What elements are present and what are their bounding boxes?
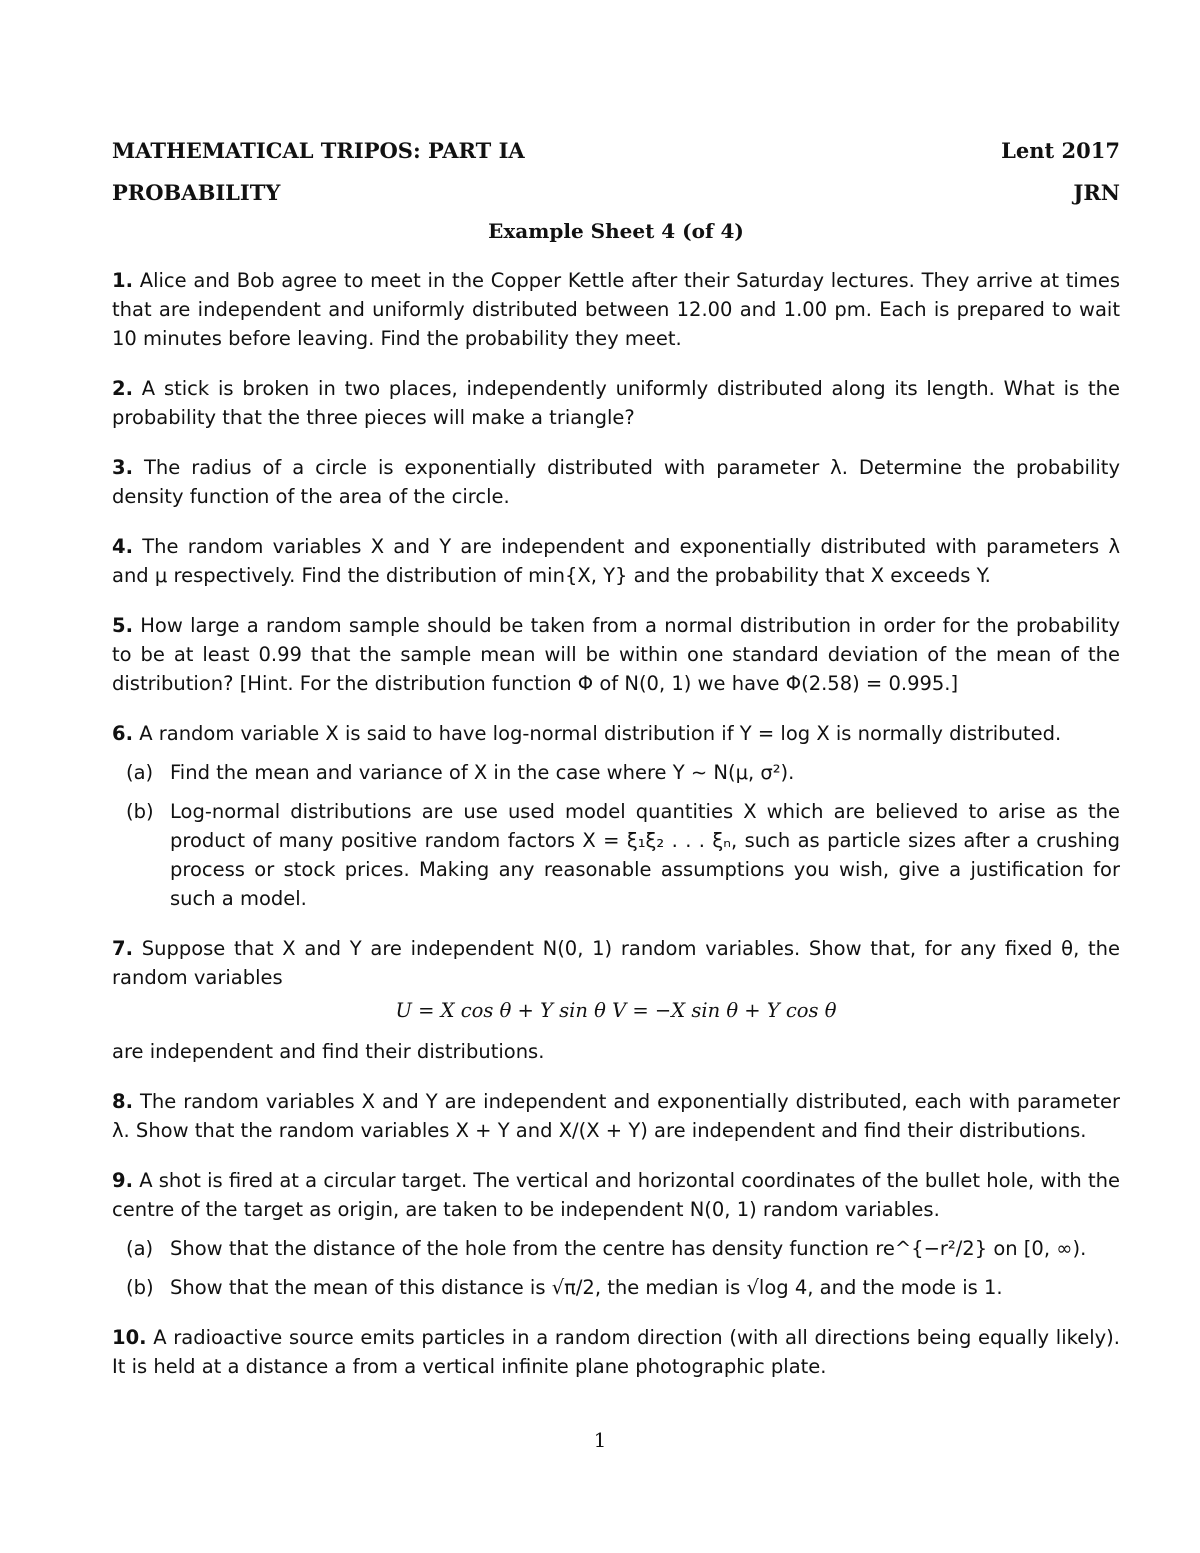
question-number: 10. (112, 1326, 147, 1349)
display-equation: U = X cos θ + Y sin θ V = −X sin θ + Y cos θ (395, 999, 837, 1022)
subpart-label: (b) (126, 800, 154, 823)
question-10 (112, 1323, 1120, 1381)
page-number: 1 (593, 1428, 607, 1452)
question-number: 3. (112, 456, 133, 479)
question-number: 4. (112, 535, 133, 558)
header-row-1 (112, 136, 1120, 166)
question-1 (112, 266, 1120, 353)
subpart-label: (a) (126, 761, 154, 784)
question-number: 6. (112, 722, 133, 745)
subpart-text: Show that the distance of the hole from the centre has density function re^{−r²/2} on [0, ∞). (170, 1237, 1087, 1260)
question-3 (112, 453, 1120, 511)
question-number: 9. (112, 1169, 133, 1192)
question-5 (112, 611, 1120, 698)
questions-list (112, 266, 1120, 1381)
question-7 (112, 934, 1120, 1066)
subpart-b (112, 797, 1120, 913)
question-text-continued: are independent and find their distributions. (112, 1040, 545, 1063)
question-text: Alice and Bob agree to meet in the Copper Kettle after their Saturday lectures. They arrive at times that are independent and uniformly distributed between 12.00 and 1.00 pm. Each is prepared to wait 10 minutes before leaving. Find the probability they meet. (112, 269, 1120, 350)
subpart-text: Log-normal distributions are use used model quantities X which are believed to arise as the product of many positive random factors X = ξ₁ξ₂ . . . ξₙ, such as particle sizes after a crushing process or stock prices. Making any reasonable assumptions you wish, give a justification for such a model. (170, 800, 1120, 910)
question-text: The random variables X and Y are independent and exponentially distributed, each with parameter λ. Show that the random variables X + Y and X/(X + Y) are independent and find their distributions. (112, 1090, 1121, 1142)
question-text: The radius of a circle is exponentially distributed with parameter λ. Determine the probability density function of the area of the circle. (112, 456, 1120, 508)
question-text: A shot is fired at a circular target. The vertical and horizontal coordinates of the bullet hole, with the centre of the target as origin, are taken to be independent N(0, 1) random variables. (112, 1169, 1120, 1221)
question-number: 8. (112, 1090, 133, 1113)
question-number: 7. (112, 937, 133, 960)
question-number: 5. (112, 614, 133, 637)
question-number: 1. (112, 269, 133, 292)
sheet-title: Example Sheet 4 (of 4) (488, 219, 744, 243)
question-text: A radioactive source emits particles in a random direction (with all directions being equally likely). It is held at a distance a from a vertical infinite plane photographic plate. (112, 1326, 1120, 1378)
question-4 (112, 532, 1120, 590)
question-2 (112, 374, 1120, 432)
document-page (112, 136, 1120, 1381)
course-title: MATHEMATICAL TRIPOS: PART IA (112, 138, 525, 163)
header-row-2 (112, 178, 1120, 208)
subpart-text: Find the mean and variance of X in the case where Y ∼ N(μ, σ²). (170, 761, 795, 784)
term-label: Lent 2017 (1001, 138, 1120, 163)
subpart-a (112, 758, 1120, 787)
question-text: A stick is broken in two places, independently uniformly distributed along its length. What is the probability that the three pieces will make a triangle? (112, 377, 1120, 429)
question-9 (112, 1166, 1120, 1302)
subpart-label: (a) (126, 1237, 154, 1260)
subpart-text: Show that the mean of this distance is √π/2, the median is √log 4, and the mode is 1. (170, 1276, 1003, 1299)
question-text: How large a random sample should be taken from a normal distribution in order for the probability to be at least 0.99 that the sample mean will be within one standard deviation of the mean of the distribution? [Hint. For the distribution function Φ of N(0, 1) we have Φ(2.58) = 0.995.] (112, 614, 1121, 695)
subject-title: PROBABILITY (112, 180, 281, 205)
subpart-a (112, 1234, 1120, 1263)
question-number: 2. (112, 377, 133, 400)
question-6 (112, 719, 1120, 913)
question-text: The random variables X and Y are independent and exponentially distributed with parameters λ and μ respectively. Find the distribution of min{X, Y} and the probability that X exceeds Y. (112, 535, 1120, 587)
subpart-b (112, 1273, 1120, 1302)
question-text: A random variable X is said to have log-normal distribution if Y = log X is normally distributed. (139, 722, 1062, 745)
lecturer-initials: JRN (1073, 180, 1120, 205)
question-8 (112, 1087, 1120, 1145)
subpart-label: (b) (126, 1276, 154, 1299)
question-text: Suppose that X and Y are independent N(0, 1) random variables. Show that, for any fixed θ, the random variables (112, 937, 1120, 989)
